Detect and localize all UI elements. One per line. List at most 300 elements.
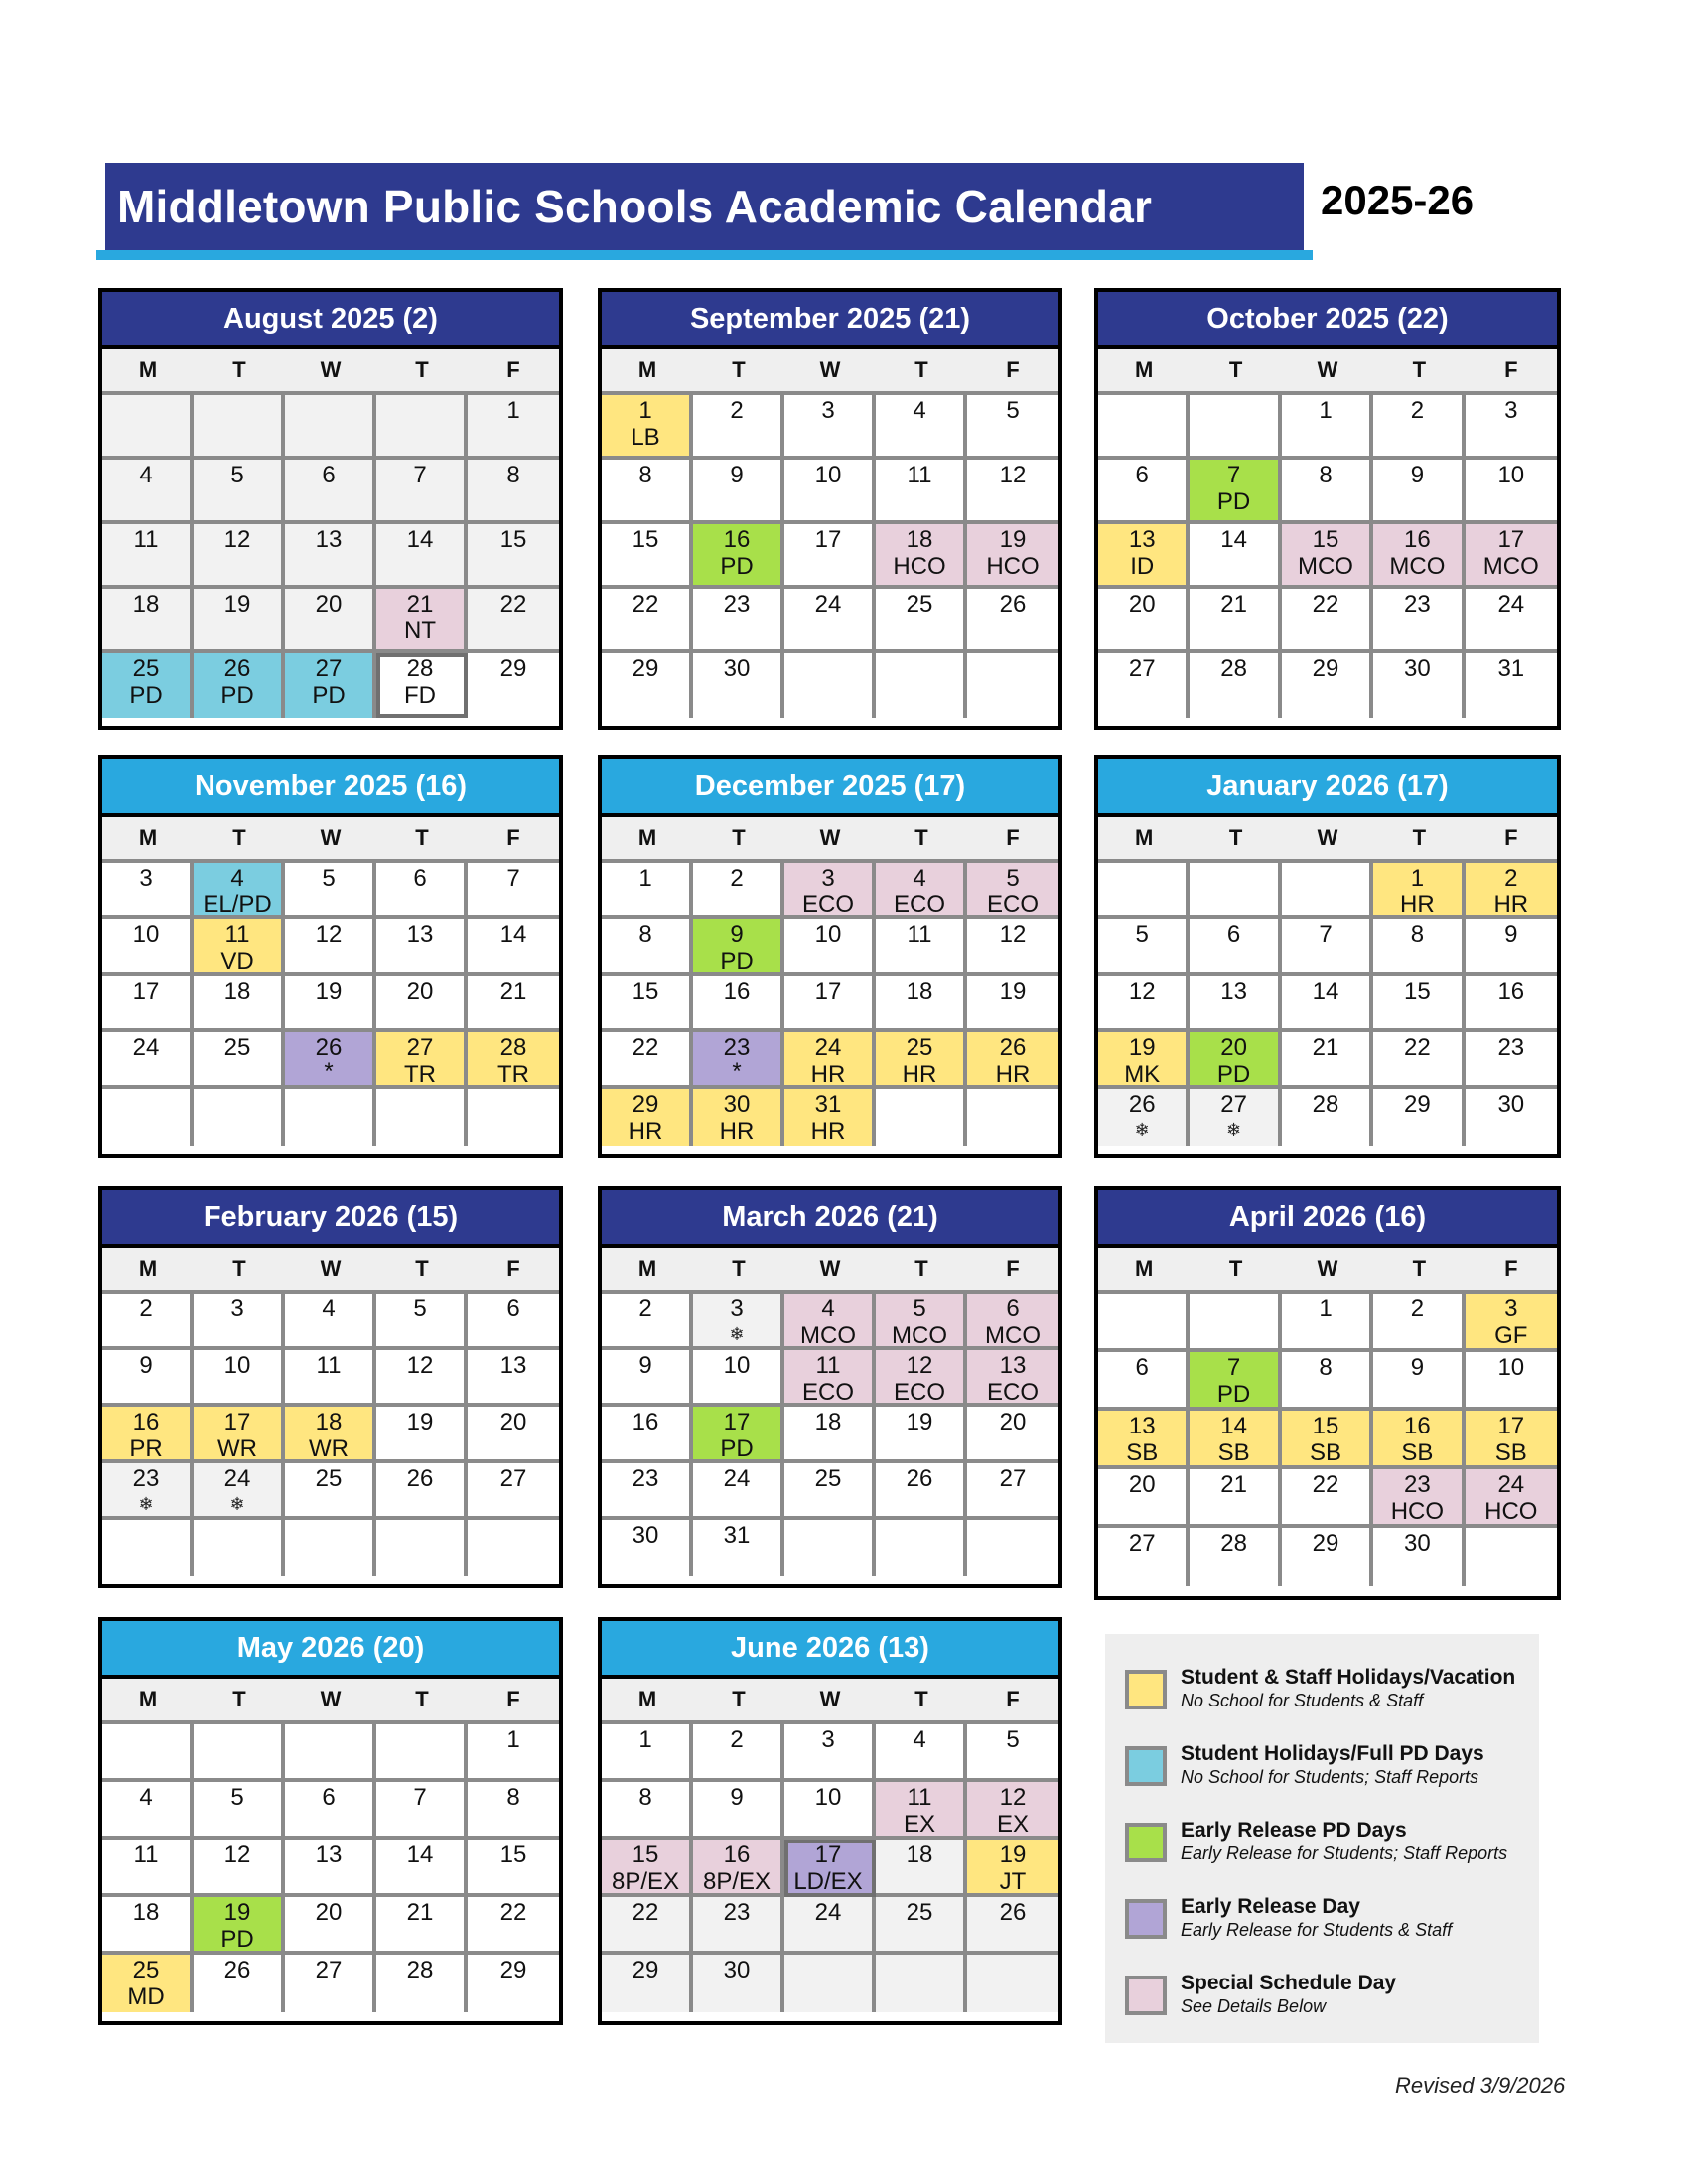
day-number: 22: [632, 1034, 659, 1061]
day-cell: [194, 1350, 285, 1407]
day-cell: [693, 460, 784, 524]
day-cell: [784, 1724, 876, 1782]
day-number: 16: [1404, 1413, 1431, 1439]
day-cell: [194, 1463, 285, 1520]
day-cell: [1282, 976, 1373, 1032]
legend-title: Student & Staff Holidays/Vacation: [1181, 1666, 1516, 1689]
day-number: 1: [1319, 397, 1333, 424]
day-grid: [1098, 1294, 1557, 1586]
day-cell: [468, 976, 559, 1032]
empty-day-cell: [285, 1724, 376, 1782]
weekday-label: W: [1317, 357, 1338, 382]
day-cell: [1282, 395, 1373, 460]
day-cell: [468, 1955, 559, 2012]
day-cell: [1098, 1469, 1190, 1528]
day-number: 5: [1006, 865, 1020, 891]
day-cell: [1373, 653, 1465, 718]
legend-color-swatch: [1125, 1670, 1167, 1709]
weekday-label: T: [1228, 1256, 1243, 1281]
day-code: GF: [1494, 1322, 1528, 1349]
day-cell: [376, 1294, 468, 1350]
weekday-label: W: [819, 1256, 841, 1281]
day-number: 4: [913, 865, 926, 891]
day-cell: [1190, 1089, 1281, 1146]
day-number: 14: [1220, 1413, 1247, 1439]
day-number: 29: [632, 1091, 659, 1118]
day-code: PR: [129, 1435, 163, 1462]
day-number: 12: [223, 1842, 251, 1868]
day-cell: [376, 919, 468, 976]
day-cell: [1373, 976, 1465, 1032]
day-cell: [1098, 589, 1190, 653]
day-cell: [102, 1955, 194, 2012]
day-number: 27: [315, 655, 343, 682]
day-code: HR: [1493, 891, 1529, 918]
day-cell: [967, 919, 1058, 976]
month-calendar: [598, 755, 1062, 1158]
month-title: October 2025 (22): [1098, 292, 1557, 349]
day-code: MCO: [892, 1322, 947, 1349]
day-cell: [285, 653, 376, 718]
day-code: PD: [1216, 1061, 1251, 1088]
day-code: JT: [999, 1868, 1027, 1895]
empty-day-cell: [1190, 863, 1281, 919]
day-number: 21: [1220, 591, 1247, 617]
day-cell: [194, 653, 285, 718]
day-number: 6: [322, 1784, 336, 1811]
day-cell: [693, 863, 784, 919]
day-number: 10: [814, 921, 842, 948]
day-number: 9: [139, 1352, 153, 1379]
day-code: FD: [404, 682, 436, 709]
day-cell: [376, 589, 468, 653]
day-cell: [784, 863, 876, 919]
day-number: 26: [906, 1465, 933, 1492]
day-number: 8: [1319, 462, 1333, 488]
day-cell: [102, 653, 194, 718]
day-cell: [194, 1294, 285, 1350]
weekday-label: T: [1412, 357, 1427, 382]
day-cell: [876, 863, 967, 919]
day-number: 19: [315, 978, 343, 1005]
empty-day-cell: [1190, 395, 1281, 460]
legend-color-swatch: [1125, 1976, 1167, 2015]
day-cell: [784, 1089, 876, 1146]
legend-subtitle: No School for Students; Staff Reports: [1181, 1767, 1479, 1787]
day-cell: [1282, 1352, 1373, 1411]
day-code: HR: [902, 1061, 937, 1088]
day-cell: [693, 919, 784, 976]
day-number: 17: [1497, 1413, 1525, 1439]
day-cell: [602, 1463, 693, 1520]
day-number: 23: [632, 1465, 659, 1492]
day-number: 30: [723, 1091, 751, 1118]
day-cell: [967, 395, 1058, 460]
day-number: 5: [913, 1296, 926, 1322]
day-grid: [102, 395, 559, 718]
day-number: 20: [1128, 1471, 1156, 1498]
legend-subtitle: Early Release for Students & Staff: [1181, 1920, 1453, 1940]
day-number: 26: [999, 591, 1027, 617]
day-cell: [693, 1520, 784, 1576]
school-year-label: 2025-26: [1321, 177, 1475, 223]
day-cell: [102, 1407, 194, 1463]
day-cell: [602, 1032, 693, 1089]
day-number: 28: [406, 655, 434, 682]
weekday-label: T: [732, 1256, 746, 1281]
weekday-header-row: [1098, 1248, 1557, 1294]
weekday-label: M: [637, 825, 657, 850]
day-number: 11: [224, 921, 250, 948]
day-cell: [1282, 1089, 1373, 1146]
day-number: 15: [1312, 526, 1339, 553]
legend-text: [1181, 1895, 1452, 1941]
day-cell: [876, 524, 967, 589]
day-cell: [468, 653, 559, 718]
day-number: 25: [315, 1465, 343, 1492]
day-cell: [693, 524, 784, 589]
day-cell: [376, 653, 468, 718]
weekday-label: W: [320, 357, 342, 382]
day-cell: [1466, 1469, 1557, 1528]
day-number: 10: [723, 1352, 751, 1379]
day-number: 30: [1404, 1530, 1431, 1557]
day-code: PD: [720, 948, 754, 975]
day-number: 6: [322, 462, 336, 488]
day-grid: [602, 863, 1058, 1146]
day-cell: [1373, 863, 1465, 919]
day-number: 27: [406, 1034, 434, 1061]
day-cell: [876, 1897, 967, 1955]
day-number: 23: [1404, 591, 1431, 617]
month-calendar: [98, 1186, 563, 1588]
day-cell: [784, 1407, 876, 1463]
empty-day-cell: [967, 1955, 1058, 2012]
legend-subtitle: No School for Students & Staff: [1181, 1691, 1424, 1710]
day-cell: [693, 1350, 784, 1407]
day-code: LD/EX: [793, 1868, 863, 1895]
day-number: 8: [506, 462, 520, 488]
day-number: 30: [632, 1522, 659, 1549]
day-cell: [784, 1350, 876, 1407]
empty-day-cell: [967, 653, 1058, 718]
empty-day-cell: [102, 395, 194, 460]
day-number: 20: [315, 1899, 343, 1926]
weekday-label: W: [819, 357, 841, 382]
day-cell: [876, 589, 967, 653]
weekday-label: T: [415, 825, 429, 850]
month-calendar: [598, 1186, 1062, 1588]
day-number: 14: [1312, 978, 1339, 1005]
day-cell: [784, 1294, 876, 1350]
day-code: EL/PD: [203, 891, 272, 918]
day-number: 6: [413, 865, 427, 891]
legend-text: [1181, 1666, 1515, 1711]
day-number: 29: [1312, 1530, 1339, 1557]
day-number: 2: [1410, 397, 1425, 424]
day-code: PD: [720, 1435, 754, 1462]
day-cell: [784, 1782, 876, 1840]
day-number: 3: [821, 865, 835, 891]
day-cell: [876, 1294, 967, 1350]
day-number: 24: [814, 1034, 842, 1061]
day-number: 19: [223, 1899, 251, 1926]
day-cell: [1282, 1411, 1373, 1469]
day-code: ID: [1130, 553, 1155, 580]
page-title-text: Middletown Public Schools Academic Calendar: [117, 181, 1153, 232]
day-cell: [376, 460, 468, 524]
weekday-label: F: [1006, 357, 1020, 382]
day-code: PD: [129, 682, 163, 709]
day-number: 22: [499, 1899, 527, 1926]
day-number: 16: [723, 526, 751, 553]
month-calendar: [1094, 288, 1561, 730]
day-number: 3: [230, 1296, 244, 1322]
weekday-label: F: [506, 825, 520, 850]
day-cell: [1190, 1352, 1281, 1411]
day-number: 5: [1135, 921, 1149, 948]
day-code: SB: [1309, 1439, 1341, 1466]
day-number: 15: [1312, 1413, 1339, 1439]
day-cell: [468, 1782, 559, 1840]
day-cell: [693, 1724, 784, 1782]
day-cell: [602, 1089, 693, 1146]
day-code: HR: [810, 1118, 846, 1145]
snowflake-icon: ❄: [229, 1494, 245, 1514]
day-cell: [602, 919, 693, 976]
empty-day-cell: [784, 1955, 876, 2012]
day-cell: [376, 1782, 468, 1840]
day-number: 11: [815, 1352, 841, 1379]
day-number: 4: [322, 1296, 336, 1322]
title-underline: [96, 250, 1313, 260]
legend-text: [1181, 1742, 1484, 1788]
day-cell: [876, 919, 967, 976]
day-number: 15: [632, 978, 659, 1005]
day-cell: [784, 1032, 876, 1089]
day-number: 20: [1128, 591, 1156, 617]
day-cell: [602, 653, 693, 718]
day-number: 16: [132, 1409, 160, 1435]
day-number: 28: [499, 1034, 527, 1061]
day-cell: [1466, 976, 1557, 1032]
day-cell: [194, 1840, 285, 1897]
day-cell: [1373, 1469, 1465, 1528]
weekday-label: T: [232, 1687, 246, 1711]
day-number: 8: [506, 1784, 520, 1811]
day-cell: [602, 1724, 693, 1782]
day-cell: [693, 976, 784, 1032]
day-code: EX: [903, 1811, 935, 1838]
day-cell: [602, 976, 693, 1032]
day-cell: [602, 524, 693, 589]
empty-day-cell: [876, 1520, 967, 1576]
empty-day-cell: [285, 1520, 376, 1576]
day-cell: [102, 919, 194, 976]
day-number: 6: [1006, 1296, 1020, 1322]
day-number: 18: [814, 1409, 842, 1435]
day-number: 19: [999, 526, 1027, 553]
day-number: 13: [315, 526, 343, 553]
day-cell: [967, 1407, 1058, 1463]
day-number: 14: [406, 1842, 434, 1868]
day-number: 26: [1128, 1091, 1156, 1118]
day-cell: [1098, 1089, 1190, 1146]
day-number: 20: [999, 1409, 1027, 1435]
day-number: 4: [913, 397, 926, 424]
day-number: 13: [499, 1352, 527, 1379]
day-cell: [967, 1032, 1058, 1089]
day-cell: [784, 395, 876, 460]
day-code: ECO: [893, 1379, 945, 1406]
weekday-label: W: [819, 1687, 841, 1711]
legend-item: [1125, 1742, 1539, 1817]
day-cell: [1466, 460, 1557, 524]
day-number: 14: [499, 921, 527, 948]
day-code: LB: [631, 424, 660, 451]
day-code: *: [732, 1058, 742, 1085]
month-title: March 2026 (21): [602, 1190, 1058, 1248]
day-cell: [102, 1782, 194, 1840]
day-cell: [602, 1294, 693, 1350]
day-cell: [468, 1032, 559, 1089]
day-number: 1: [638, 865, 652, 891]
day-number: 27: [315, 1957, 343, 1983]
day-cell: [285, 460, 376, 524]
day-cell: [285, 1032, 376, 1089]
day-number: 29: [499, 655, 527, 682]
day-number: 22: [632, 1899, 659, 1926]
day-cell: [967, 524, 1058, 589]
day-number: 1: [1319, 1296, 1333, 1322]
day-code: 8P/EX: [702, 1868, 772, 1895]
day-number: 12: [999, 462, 1027, 488]
day-number: 9: [730, 1784, 744, 1811]
day-number: 3: [1504, 1296, 1518, 1322]
legend-title: Special Schedule Day: [1181, 1972, 1397, 1994]
day-number: 2: [139, 1296, 153, 1322]
day-cell: [784, 460, 876, 524]
day-cell: [1190, 976, 1281, 1032]
day-number: 18: [132, 1899, 160, 1926]
revised-date: Revised 3/9/2026: [1395, 2073, 1566, 2098]
empty-day-cell: [468, 1520, 559, 1576]
day-number: 15: [1404, 978, 1431, 1005]
day-number: 29: [499, 1957, 527, 1983]
day-code: HR: [810, 1061, 846, 1088]
day-cell: [376, 1955, 468, 2012]
day-number: 11: [133, 526, 159, 553]
empty-day-cell: [102, 1089, 194, 1146]
day-number: 10: [1497, 462, 1525, 488]
day-number: 27: [1128, 1530, 1156, 1557]
weekday-label: W: [320, 825, 342, 850]
day-number: 26: [223, 655, 251, 682]
day-cell: [1190, 1469, 1281, 1528]
day-cell: [1098, 1352, 1190, 1411]
day-cell: [876, 1463, 967, 1520]
day-cell: [1098, 976, 1190, 1032]
day-cell: [784, 589, 876, 653]
day-number: 16: [1497, 978, 1525, 1005]
weekday-label: F: [506, 357, 520, 382]
weekday-label: M: [637, 1687, 657, 1711]
day-cell: [102, 1294, 194, 1350]
day-number: 4: [139, 1784, 153, 1811]
day-number: 20: [315, 591, 343, 617]
day-number: 17: [814, 978, 842, 1005]
day-cell: [285, 1782, 376, 1840]
month-title: April 2026 (16): [1098, 1190, 1557, 1248]
day-cell: [1190, 460, 1281, 524]
weekday-header-row: [1098, 817, 1557, 863]
day-cell: [194, 1782, 285, 1840]
day-number: 19: [906, 1409, 933, 1435]
day-cell: [468, 524, 559, 589]
day-number: 24: [132, 1034, 160, 1061]
day-cell: [693, 395, 784, 460]
day-cell: [1098, 1411, 1190, 1469]
day-cell: [194, 1955, 285, 2012]
day-cell: [876, 1032, 967, 1089]
weekday-label: F: [1504, 1256, 1518, 1281]
day-cell: [1373, 460, 1465, 524]
day-cell: [376, 1032, 468, 1089]
day-cell: [1373, 395, 1465, 460]
day-number: 4: [230, 865, 244, 891]
day-number: 21: [406, 1899, 434, 1926]
day-cell: [602, 1897, 693, 1955]
month-title: June 2026 (13): [602, 1621, 1058, 1679]
day-number: 9: [1410, 1354, 1425, 1381]
day-number: 16: [723, 978, 751, 1005]
day-number: 15: [499, 1842, 527, 1868]
weekday-label: F: [1504, 825, 1518, 850]
day-number: 24: [814, 591, 842, 617]
legend-text: [1181, 1972, 1396, 2017]
day-number: 28: [1220, 1530, 1247, 1557]
day-number: 1: [1410, 865, 1425, 891]
weekday-header-row: [602, 349, 1058, 395]
day-cell: [1466, 395, 1557, 460]
day-number: 3: [821, 1726, 835, 1753]
day-code: EX: [996, 1811, 1029, 1838]
day-cell: [1098, 1528, 1190, 1586]
day-number: 31: [1497, 655, 1525, 682]
day-cell: [693, 1294, 784, 1350]
day-number: 25: [132, 1957, 160, 1983]
day-code: ECO: [801, 1379, 854, 1406]
day-cell: [468, 1407, 559, 1463]
weekday-label: T: [914, 357, 928, 382]
day-cell: [1466, 524, 1557, 589]
day-cell: [1190, 919, 1281, 976]
day-cell: [468, 1897, 559, 1955]
legend-title: Early Release Day: [1181, 1895, 1360, 1918]
day-grid: [102, 1294, 559, 1576]
day-cell: [602, 589, 693, 653]
day-number: 1: [638, 397, 652, 424]
day-number: 12: [999, 921, 1027, 948]
snowflake-icon: ❄: [138, 1494, 154, 1514]
day-number: 29: [1404, 1091, 1431, 1118]
day-cell: [967, 589, 1058, 653]
day-number: 3: [821, 397, 835, 424]
day-cell: [967, 1724, 1058, 1782]
day-number: 10: [814, 1784, 842, 1811]
empty-day-cell: [194, 395, 285, 460]
weekday-label: T: [232, 357, 246, 382]
